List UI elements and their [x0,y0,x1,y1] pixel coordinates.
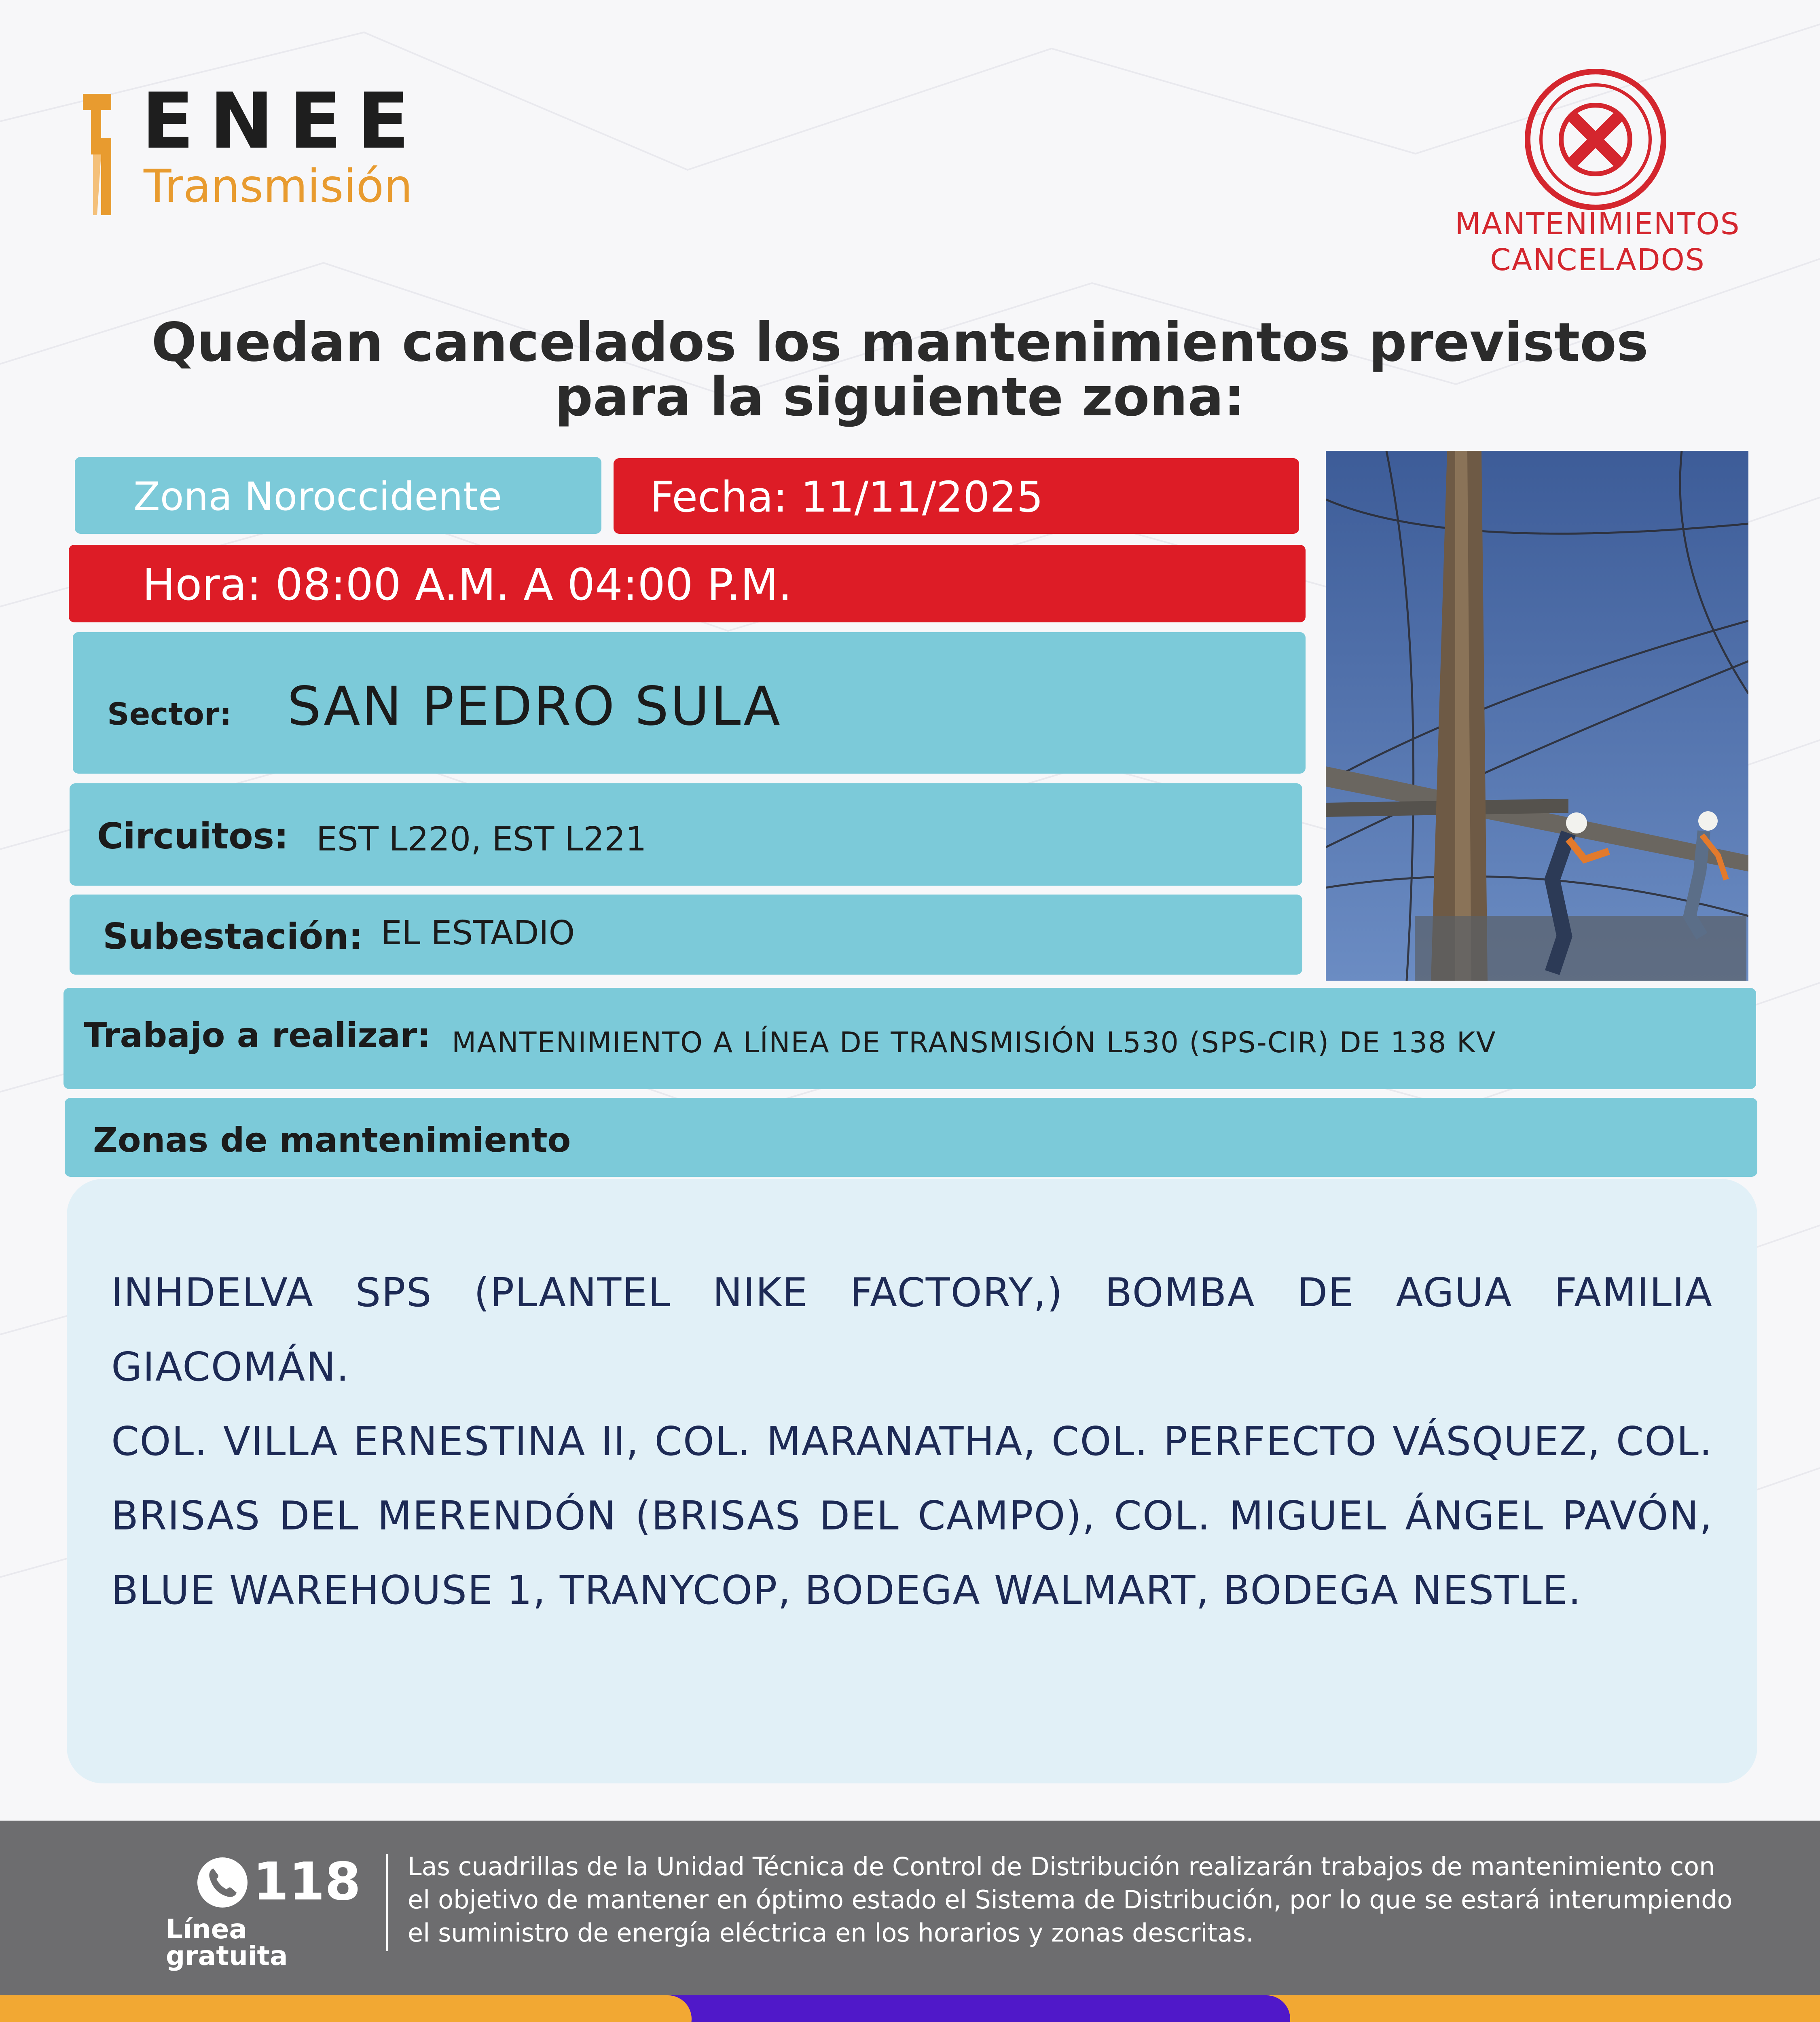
badge-line2: CANCELADOS [1490,242,1705,277]
sector-row [73,632,1306,774]
phone-icon [196,1856,249,1909]
title-line1: Quedan cancelados los mantenimientos previstos [151,311,1649,374]
sector-value: SAN PEDRO SULA [287,675,782,738]
sector-label: Sector: [107,696,232,732]
zona-badge [75,457,601,534]
trabajo-row [63,988,1756,1089]
phone-number[interactable]: 118 [253,1852,361,1912]
footer-divider [386,1854,388,1951]
zonas-header [65,1098,1757,1177]
zona-label: Zona Noroccidente [133,474,502,519]
trabajo-label: Trabajo a realizar: [84,1015,431,1055]
subestacion-label: Subestación: [103,916,363,957]
fecha-badge [614,458,1299,534]
phone-label: Línea gratuita [166,1914,288,1971]
footer-notice: Las cuadrillas de la Unidad Técnica de Control de Distribución realizarán trabajos de mantenimiento con el objetivo de mantener en óptimo estado el Sistema de Distribución, por lo que se estará interumpiendo el suministro de energía eléctrica en los horarios y zonas descritas. [408,1852,1733,1948]
circuitos-value: EST L220, EST L221 [316,820,647,859]
cancel-x-icon [1523,67,1668,212]
logo-brand: ENEE [142,76,425,166]
zonas-label: Zonas de mantenimiento [93,1120,571,1160]
linemen-photo [1326,451,1748,981]
fecha-label: Fecha: 11/11/2025 [650,472,1043,522]
subestacion-value: EL ESTADIO [381,914,575,952]
logo-subtitle: Transmisión [144,160,413,213]
subestacion-row [70,895,1302,975]
badge-line1: MANTENIMIENTOS [1455,207,1740,241]
page-title [61,311,1739,428]
bottom-strip-purple [667,1995,1290,2022]
hora-badge [69,545,1306,622]
zonas-paragraph-2: COL. VILLA ERNESTINA II, COL. MARANATHA, COL. PERFECTO VÁSQUEZ, COL. BRISAS DEL MERENDÓN (BRISAS DEL CAMPO), COL. MIGUEL ÁNGEL PAVÓN, BLUE WAREHOUSE 1, TRANYCOP, BODEGA WALMART, BODEGA NESTLE. [111,1419,1713,1614]
enee-logo-icon [83,94,127,215]
title-line2: para la siguiente zona: [554,366,1245,428]
zonas-paragraph-1: INHDELVA SPS (PLANTEL NIKE FACTORY,) BOMBA DE AGUA FAMILIA GIACOMÁN. [111,1270,1713,1390]
hora-label: Hora: 08:00 A.M. A 04:00 P.M. [142,560,792,610]
zonas-list [67,1179,1757,1783]
trabajo-value: MANTENIMIENTO A LÍNEA DE TRANSMISIÓN L530 (SPS-CIR) DE 138 KV [452,1026,1496,1059]
circuitos-label: Circuitos: [97,815,289,857]
circuitos-row [70,783,1302,886]
cancel-badge-label [1432,206,1763,278]
